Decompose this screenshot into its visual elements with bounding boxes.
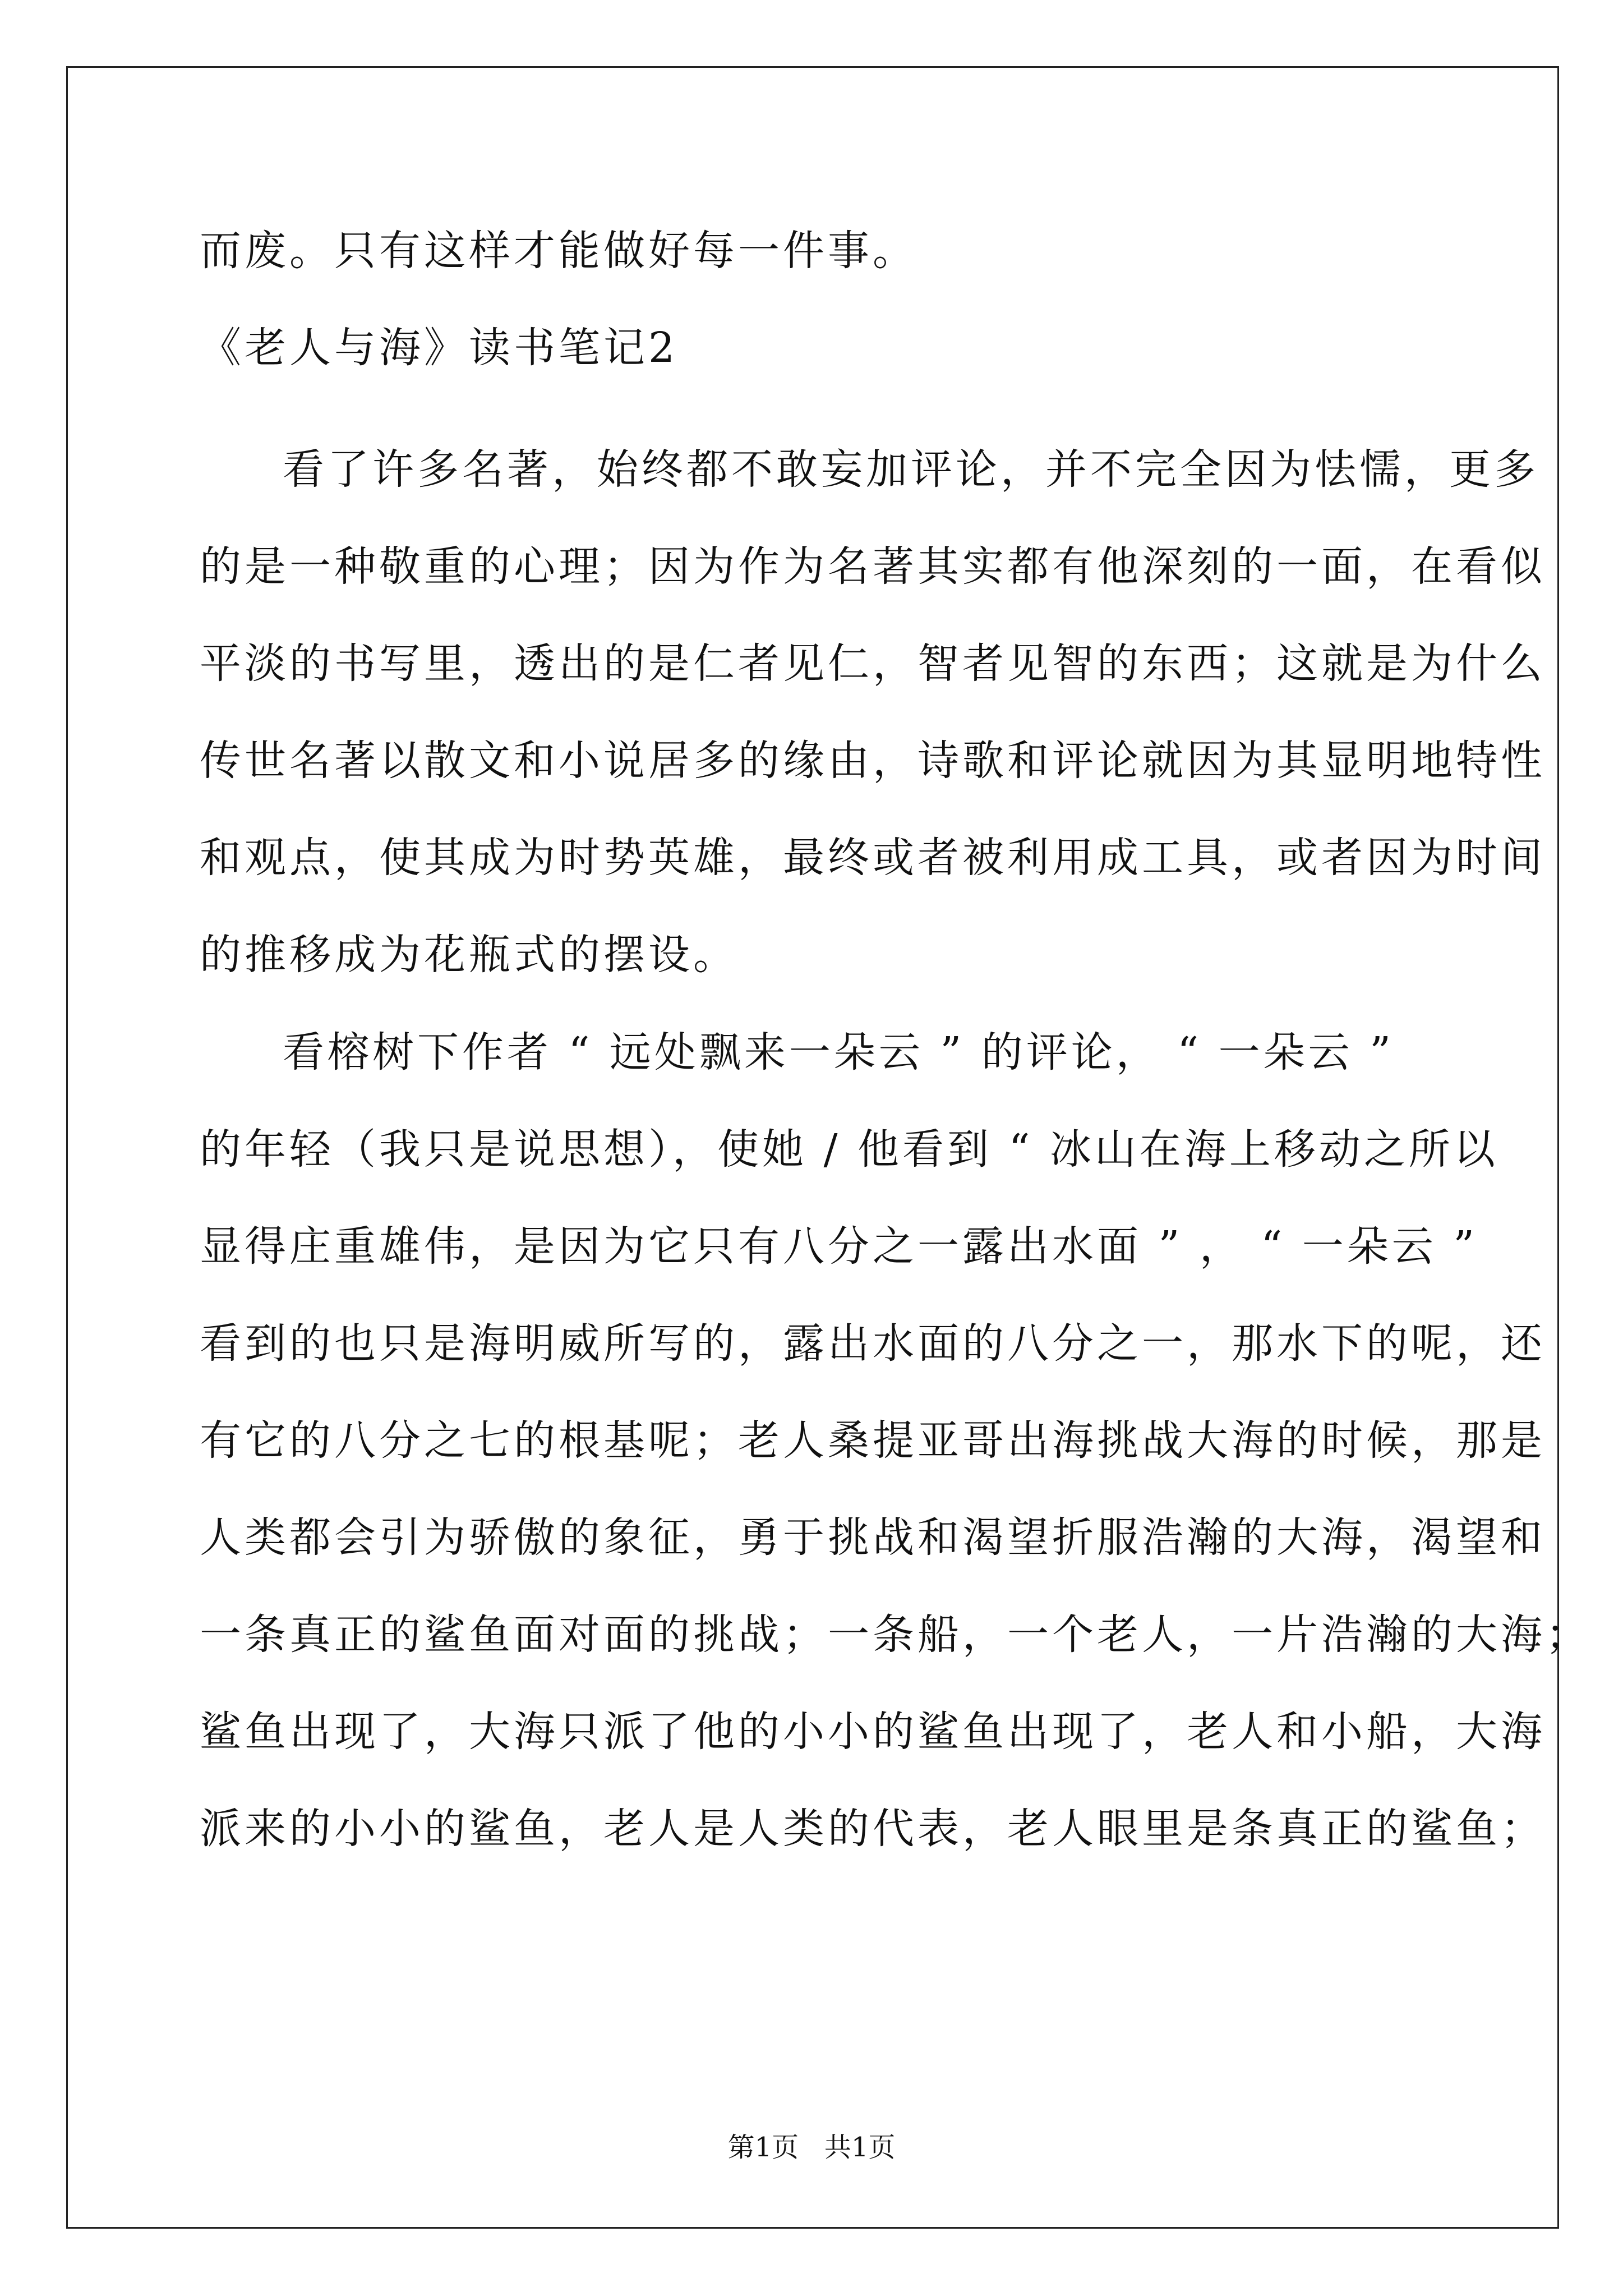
- paragraph-1-line-5: 和观点，使其成为时势英雄，最终或者被利用成工具，或者因为时间: [200, 834, 1546, 882]
- paragraph-2-line-7: 一条真正的鲨鱼面对面的挑战；一条船，一个老人，一片浩瀚的大海；: [200, 1611, 1590, 1659]
- paragraph-2-line-5: 有它的八分之七的根基呢；老人桑提亚哥出海挑战大海的时候，那是: [200, 1416, 1546, 1465]
- paragraph-1-line-4: 传世名著以散文和小说居多的缘由，诗歌和评论就因为其显明地特性: [200, 737, 1546, 785]
- body-line-1: 而废。只有这样才能做好每一件事。: [200, 227, 917, 275]
- paragraph-2-line-6: 人类都会引为骄傲的象征，勇于挑战和渴望折服浩瀚的大海，渴望和: [200, 1513, 1546, 1562]
- paragraph-2-line-9: 派来的小小的鲨鱼，老人是人类的代表，老人眼里是条真正的鲨鱼；: [200, 1805, 1546, 1853]
- paragraph-1-line-2: 的是一种敬重的心理；因为作为名著其实都有他深刻的一面，在看似: [200, 542, 1546, 591]
- paragraph-1-line-1: 看了许多名著，始终都不敢妄加评论，并不完全因为怯懦，更多: [283, 445, 1539, 494]
- paragraph-2-line-8: 鲨鱼出现了，大海只派了他的小小的鲨鱼出现了，老人和小船，大海: [200, 1708, 1546, 1756]
- section-heading: 《老人与海》读书笔记2: [200, 324, 679, 372]
- paragraph-1-line-3: 平淡的书写里，透出的是仁者见仁，智者见智的东西；这就是为什么: [200, 639, 1546, 688]
- page-number-footer: 第1页 共1页: [727, 2132, 896, 2163]
- paragraph-2-line-3: 显得庄重雄伟，是因为它只有八分之一露出水面 ” ， “ 一朵云 ”: [200, 1222, 1478, 1271]
- paragraph-1-line-6: 的推移成为花瓶式的摆设。: [200, 931, 738, 979]
- paragraph-2-line-4: 看到的也只是海明威所写的，露出水面的八分之一，那水下的呢，还: [200, 1319, 1546, 1368]
- paragraph-2-line-2: 的年轻（我只是说思想），使她 / 他看到 “ 冰山在海上移动之所以: [200, 1125, 1498, 1174]
- paragraph-2-line-1: 看榕树下作者 “ 远处飘来一朵云 ” 的评论， “ 一朵云 ”: [283, 1028, 1394, 1076]
